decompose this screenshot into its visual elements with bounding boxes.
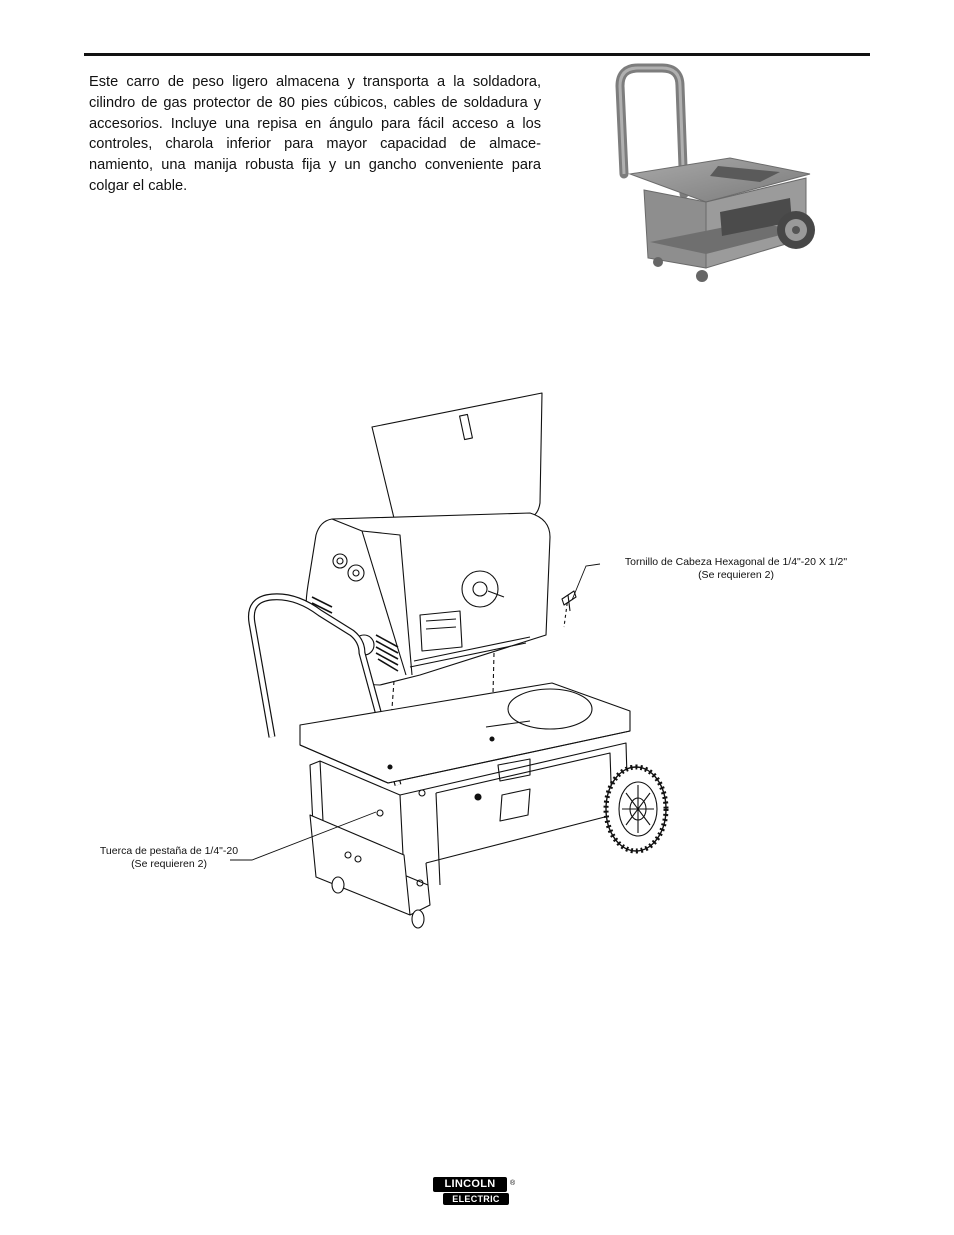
lincoln-electric-logo	[433, 1177, 519, 1207]
logo-electric: ELECTRIC	[443, 1193, 509, 1205]
intro-line: y accesorios. Incluye una repisa en ángulo para fácil acceso a	[89, 94, 541, 132]
callout-hex-screw	[600, 556, 872, 582]
callout-nut-line2: (Se requieren 2)	[131, 858, 207, 870]
intro-line: cilindro de gas protector de 80 pies cúbicos, cables de soldadura	[89, 94, 528, 111]
logo-lincoln: LINCOLN	[433, 1177, 507, 1192]
callout-screw-line2: (Se requieren 2)	[698, 569, 774, 581]
logo-registered-mark: ®	[510, 1180, 516, 1187]
callout-nut-line1: Tuerca de pestaña de 1/4"-20	[99, 845, 239, 857]
callout-flange-nut	[84, 845, 254, 871]
intro-line: Este carro de peso ligero almacena y transporta a la soldadora,	[89, 74, 541, 90]
callout-screw-line1: Tornillo de Cabeza Hexagonal de 1/4"-20 X 1/2"	[624, 556, 848, 568]
intro-line: los controles, charola inferior para mayor capacidad de almace-	[89, 115, 541, 153]
intro-line: colgar el cable.	[89, 177, 188, 194]
intro-line: namiento, una manija robusta fija y un gancho conveniente para	[89, 157, 541, 174]
